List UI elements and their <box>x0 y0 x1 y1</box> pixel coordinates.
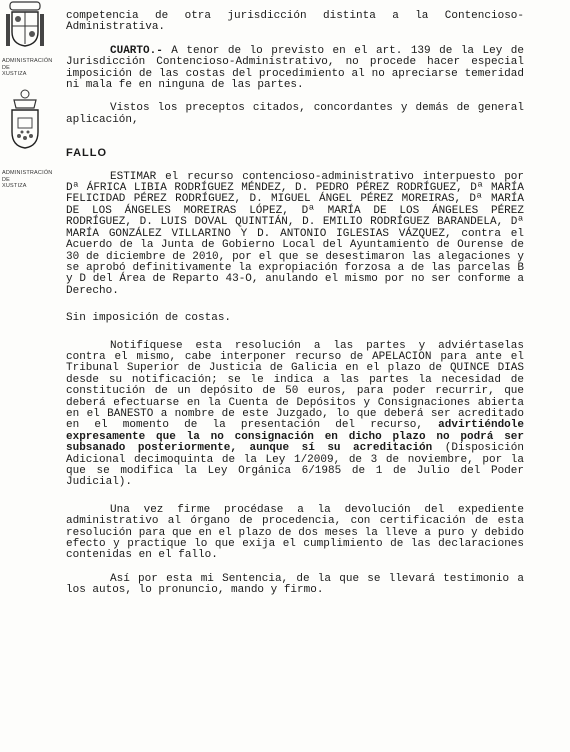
coat-of-arms-spain <box>4 0 46 56</box>
paragraph-vistos: Vistos los preceptos citados, concordantes y demás de general aplicación, <box>66 102 524 126</box>
paragraph-cuarto <box>66 46 524 92</box>
galicia-crest-icon <box>4 88 46 168</box>
paragraph-competencia: competencia de otra jurisdicción distinta a la Contencioso-Administrativa. <box>66 10 524 34</box>
spain-crest-icon <box>4 0 46 56</box>
cuarto-lead: CUARTO.- <box>110 44 163 57</box>
fallo-heading: FALLO <box>66 147 108 160</box>
paragraph-devolucion: Una vez firme procédase a la devolución del expediente administrativo al órgano de procedencia, con certificación de esta resolución para que en el plazo de dos meses la lleve a puro y debido efecto y practique lo que exija el cumplimiento de las declaraciones contenidas en el fallo. <box>66 503 524 562</box>
left-margin <box>0 0 62 752</box>
paragraph-costas: Sin imposición de costas. <box>66 312 232 325</box>
margin-label-top: ADMINISTRACIÓN DE XUSTIZA <box>2 58 53 77</box>
paragraph-fallo: ESTIMAR el recurso contencioso-administrativo interpuesto por Dª ÁFRICA LIBIA RODRÍGUEZ MÉNDEZ, D. PEDRO PÉREZ RODRÍGUEZ, Dª MARÍA FELICIDAD PÉREZ RODRÍGUEZ, D. MIGUEL ÁNGEL PÉREZ MOREIRAS, Dª MARÍA DE LOS ÁNGELES MOREIRAS LÓPEZ, Dª MARÍA DE LOS ÁNGELES PÉREZ RODRÍGUEZ, D. LUIS DOVAL QUINTIÁN, D. EMILIO RODRÍGUEZ BARANDELA, Dª MARÍA GONZÁLEZ VILLARINO Y D. ANTONIO IGLESIAS VÁZQUEZ, contra el Acuerdo de la Junta de Gobierno Local del Ayuntamiento de Ourense de 30 de diciembre de 2010, por el que se desestimaron las alegaciones y se aprobó definitivamente la expropiación forzosa a de las parcelas B y D del Área de Reparto 43-O, anulando el mismo por no ser conforme a Derecho. <box>66 170 524 297</box>
paragraph-notifiquese <box>66 341 524 489</box>
notifiquese-disposicion: (Disposición Adicional decimoquinta de la Ley 1/2009, de 3 de noviembre, por la que se modifica la Ley Orgánica 6/1985 de 1 de Julio del Poder Judicial). <box>66 442 524 489</box>
notifiquese-warning: advirtiéndole expresamente que la no consignación en dicho plazo no podrá ser subsanado posteriormente, aunque sí su acreditación <box>66 419 524 455</box>
cuarto-text: A tenor de lo previsto en el art. 139 de la Ley de Jurisdicción Contencioso-Administrativo, no procede hacer especial imposición de las costas del procedimiento al no apreciarse temeridad ni mala fe en ninguna de las partes. <box>66 44 524 92</box>
notifiquese-text: Notifíquese esta resolución a las partes y adviértaselas contra el mismo, cabe interponer recurso de APELACION para ante el Tribunal Superior de Justicia de Galicia en el plazo de QUINCE DIAS desde su notificación; se le indica a las partes la necesidad de constitución de un depósito de 50 euros, para poder recurrir, que deberá efectuarse en la Cuenta de Depósitos y Consignaciones abierta en el BANESTO a nombre de este Juzgado, lo que deberá ser acreditado en el momento de la presentación del recurso, <box>66 339 524 432</box>
paragraph-sentencia: Así por esta mi Sentencia, de la que se llevará testimonio a los autos, lo pronuncio, mando y firmo. <box>66 572 524 597</box>
document-body <box>66 11 524 597</box>
margin-label-bottom: ADMINISTRACIÓN DE XUSTIZA <box>2 170 53 189</box>
coat-of-arms-galicia <box>4 88 46 168</box>
